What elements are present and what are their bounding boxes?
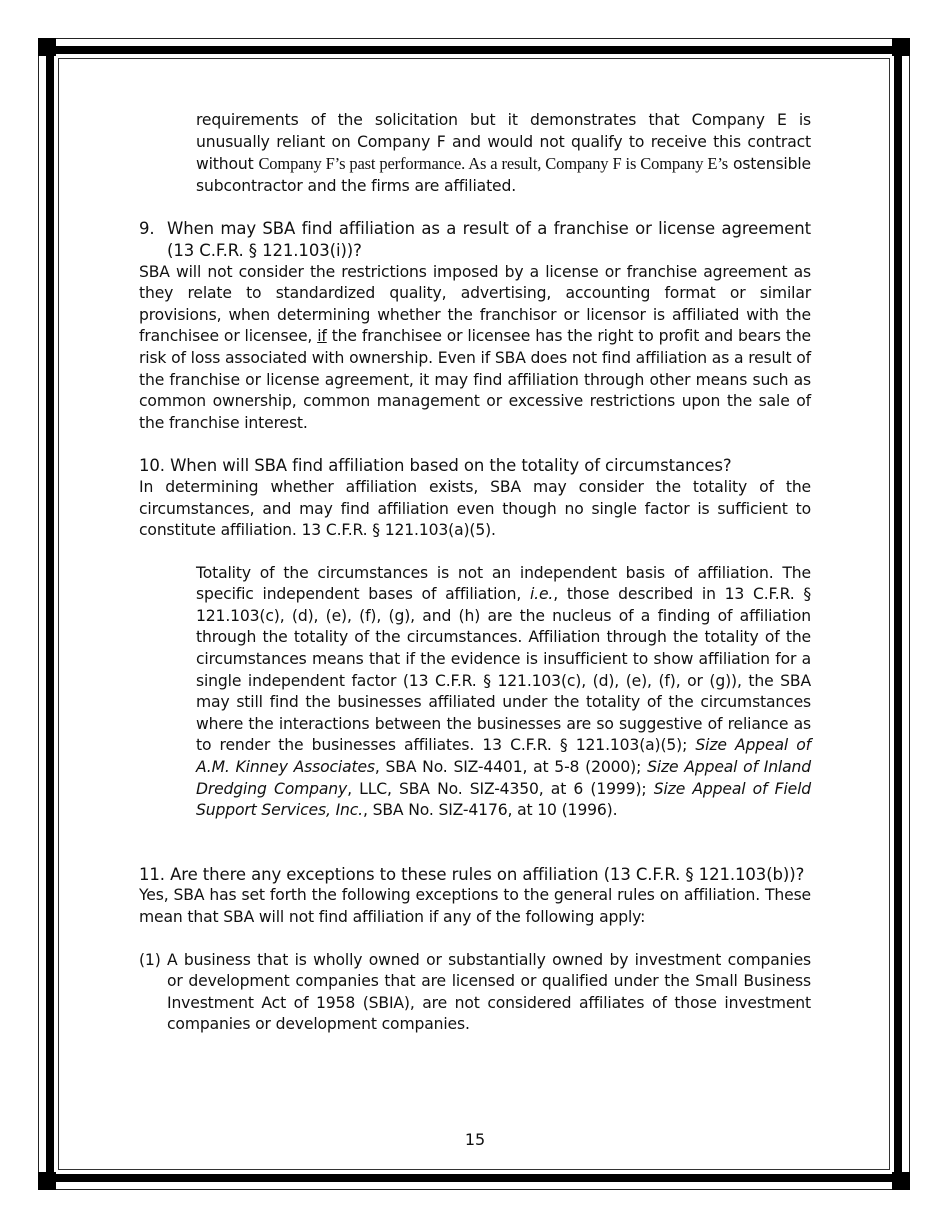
question-9-text: When may SBA find affiliation as a result of a franchise or license agreement (13 C.F.R. § 121.103(i))? bbox=[167, 219, 811, 260]
exception-item-number: (1) bbox=[139, 950, 161, 969]
document-body bbox=[139, 110, 811, 1036]
question-10: 10. When will SBA find affiliation based on the totality of circumstances? bbox=[139, 456, 732, 476]
border-corner-top-left bbox=[38, 38, 56, 56]
case-citation: Size Appeal of Inland Dredging Company bbox=[196, 758, 811, 798]
emphasis-if: if bbox=[317, 327, 327, 346]
quote-text-serif: Company F’s past performance. As a result, Company F is Company E’s bbox=[258, 154, 729, 174]
exception-item-1 bbox=[139, 950, 811, 1036]
page-number: 15 bbox=[464, 1130, 486, 1149]
answer-9: SBA will not consider the restrictions imposed by a license or franchise agreement as they relate to standardized quality, advertising, accounting format or similar provisions, when determining whether the franchisor or licensor is affiliated with the franchisee or licensee, if the franchisee or licensee has the right to profit and bears the risk of loss associated with ownership. Even if SBA does not find affiliation as a result of the franchise or license agreement, it may find affiliation through other means such as common ownership, common management or excessive restrictions upon the sale of the franchise interest. bbox=[139, 262, 811, 432]
answer-10: In determining whether affiliation exists, SBA may consider the totality of the circumstances, and may find affiliation even though no single factor is sufficient to constitute affiliation. 13 C.F.R. § 121.103(a)(5). bbox=[139, 477, 811, 540]
block-quote-totality: Totality of the circumstances is not an independent basis of affiliation. The specific independent bases of affiliation, i.e., those described in 13 C.F.R. § 121.103(c), (d), (e), (f), (g), and (h) are the nucleus of a finding of affiliation through the totality of the circumstances. Affiliation through the totality of the circumstances means that if the evidence is insufficient to show affiliation for a single independent factor (13 C.F.R. § 121.103(c), (d), (e), (f), or (g)), the SBA may still find the businesses affiliated under the totality of the circumstances where the interactions between the businesses are so suggestive of reliance as to render the businesses affiliates. 13 C.F.R. § 121.103(a)(5); Size Appeal of A.M. Kinney Associates, SBA No. SIZ-4401, at 5-8 (2000); Size Appeal of Inland Dredging Company, LLC, SBA No. SIZ-4350, at 6 (1999); Size Appeal of Field Support Services, Inc., SBA No. SIZ-4176, at 10 (1996). bbox=[196, 563, 812, 820]
border-corner-bottom-left bbox=[38, 1172, 56, 1190]
answer-11: Yes, SBA has set forth the following exceptions to the general rules on affiliation. These mean that SBA will not find affiliation if any of the following apply: bbox=[139, 886, 811, 926]
border-corner-top-right bbox=[892, 38, 910, 56]
case-citation: Size Appeal of A.M. Kinney Associates bbox=[196, 736, 811, 777]
question-9 bbox=[139, 218, 811, 261]
quote-text-end: ostensible subcontractor and the firms are affiliated. bbox=[196, 155, 811, 195]
exception-item-text: A business that is wholly owned or substantially owned by investment companies or development companies that are licensed or qualified under the Small Business Investment Act of 1958 (SBIA), are not considered affiliates of those investment companies or development companies. bbox=[167, 950, 811, 1034]
continued-quote-block bbox=[196, 110, 811, 197]
border-corner-bottom-right bbox=[892, 1172, 910, 1190]
quote-text: requirements of the solicitation but it demonstrates that Company E is unusually reliant on Company F and would not qualify to receive this contract without bbox=[196, 111, 811, 174]
question-9-number: 9. bbox=[139, 219, 155, 239]
case-citation: Size Appeal of Field Support Services, Inc. bbox=[196, 779, 812, 820]
question-11: 11. Are there any exceptions to these rules on affiliation (13 C.F.R. § 121.103(b))? bbox=[139, 864, 805, 884]
